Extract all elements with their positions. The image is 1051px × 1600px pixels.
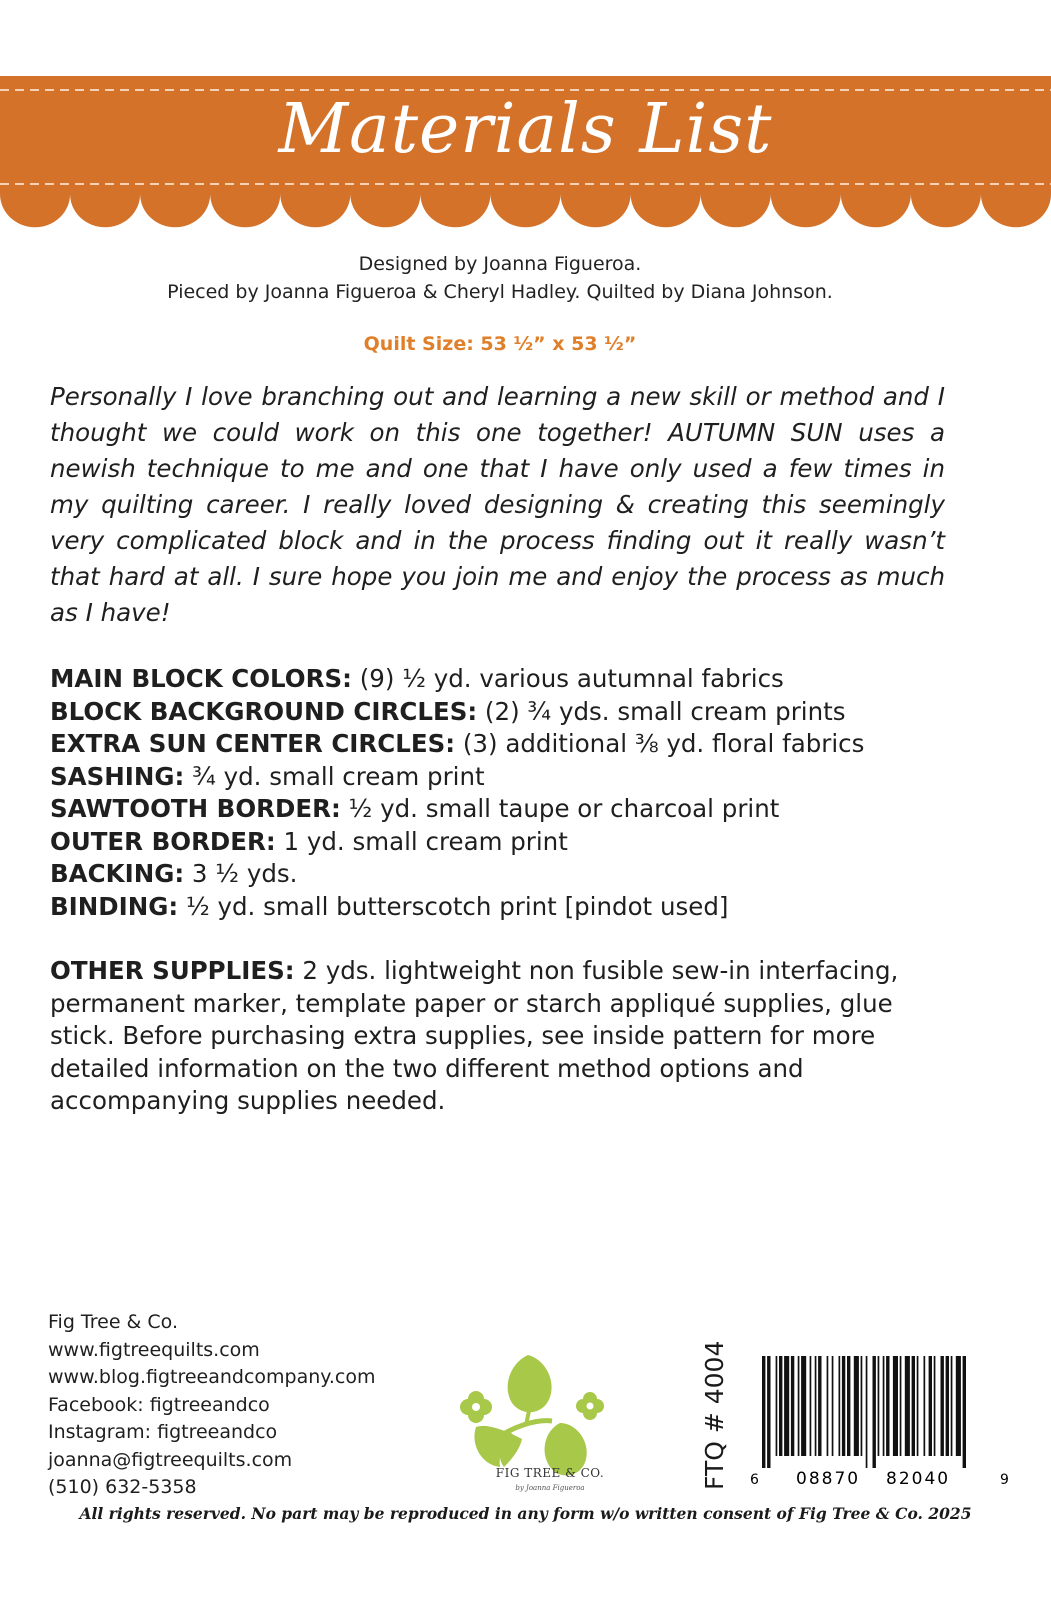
barcode-group-1: 08870: [796, 1469, 861, 1488]
barcode-bar: [886, 1356, 889, 1456]
barcode-bar: [917, 1356, 919, 1456]
material-value: ½ yd. small butterscotch print [pindot used]: [178, 891, 729, 921]
material-value: ½ yd. small taupe or charcoal print: [340, 794, 780, 823]
barcode-bar: [810, 1356, 812, 1456]
barcode-bar: [827, 1356, 829, 1456]
intro-paragraph: Personally I love branching out and learning a new skill or method and I thought we could work on this one together! AUTUMN SUN uses a newish technique to me and one that I have only used a few times in my quilting career. I really loved designing & creating this seemingly very complicated block and in the process finding out it really wasn’t that hard at all. I sure hope you join me and enjoy the process as much as I have!: [50, 382, 945, 627]
credits: [0, 250, 1000, 306]
barcode-bar: [854, 1356, 859, 1456]
material-row: [50, 826, 970, 859]
material-label: SASHING:: [50, 761, 185, 791]
barcode-right-digit: 9: [1000, 1472, 1009, 1488]
materials-list: [50, 663, 970, 923]
barcode-bar: [839, 1356, 841, 1456]
barcode-bar: [798, 1356, 800, 1456]
barcode-bar: [900, 1356, 902, 1456]
barcode-bar: [767, 1356, 770, 1468]
quilt-size: Quilt Size: 53 ½” x 53 ½”: [363, 333, 637, 355]
barcode-bar: [815, 1356, 817, 1456]
product-code: FTQ # 4004: [700, 1340, 729, 1490]
website-link[interactable]: www.figtreequilts.com: [48, 1338, 260, 1361]
barcode: [748, 1356, 1018, 1488]
barcode-bar: [873, 1356, 876, 1468]
designer-credit: Designed by Joanna Figueroa.: [358, 253, 642, 275]
other-supplies-label: OTHER SUPPLIES:: [50, 956, 295, 985]
material-row: [50, 696, 970, 729]
phone-number: (510) 632-5358: [48, 1476, 197, 1498]
logo-tagline: by Joanna Figueroa: [515, 1484, 585, 1492]
barcode-bar: [776, 1356, 778, 1456]
material-row: [50, 728, 970, 761]
material-row: [50, 761, 970, 794]
material-value: (2) ¾ yds. small cream prints: [477, 696, 846, 726]
barcode-bar: [929, 1356, 932, 1456]
material-label: BACKING:: [50, 859, 185, 888]
barcode-bar: [866, 1356, 868, 1468]
barcode-bar: [893, 1356, 898, 1456]
material-row: [50, 858, 970, 891]
email-link[interactable]: joanna@figtreequilts.com: [48, 1448, 293, 1471]
facebook-handle: Facebook: figtreeandco: [48, 1393, 270, 1416]
barcode-bar: [924, 1356, 926, 1456]
barcode-bar: [912, 1356, 915, 1456]
piecing-credit: Pieced by Joanna Figueroa & Cheryl Hadley. Quilted by Diana Johnson.: [167, 281, 833, 303]
barcode-bar: [818, 1356, 821, 1456]
logo-wordmark: FIG TREE & CO.: [495, 1466, 605, 1480]
material-label: SAWTOOTH BORDER:: [50, 794, 341, 823]
barcode-bar: [934, 1356, 936, 1456]
barcode-bar: [784, 1356, 789, 1456]
barcode-bar: [951, 1356, 953, 1456]
barcode-bar: [791, 1356, 794, 1456]
barcode-bar: [878, 1356, 880, 1456]
barcode-bar: [779, 1356, 782, 1456]
barcode-bar: [762, 1356, 765, 1468]
material-row: [50, 793, 970, 826]
material-value: ¾ yd. small cream print: [184, 761, 485, 791]
barcode-group-2: 82040: [886, 1469, 951, 1488]
material-label: BINDING:: [50, 891, 179, 921]
barcode-bar: [883, 1356, 885, 1456]
blog-link[interactable]: www.blog.figtreeandcompany.com: [48, 1366, 376, 1388]
material-label: BLOCK BACKGROUND CIRCLES:: [50, 696, 478, 726]
other-supplies-text: 2 yds. lightweight non fusible sew-in interfacing, permanent marker, template paper or starch appliqué supplies, glue stick. Before purchasing extra supplies, see inside pattern for more detailed information on the two different method options and accompanying supplies needed.: [50, 956, 899, 1115]
material-label: EXTRA SUN CENTER CIRCLES:: [50, 729, 456, 758]
material-row: [50, 663, 970, 696]
company-name: Fig Tree & Co.: [48, 1311, 179, 1333]
barcode-bar: [801, 1356, 806, 1456]
material-value: 3 ½ yds.: [184, 859, 298, 888]
other-supplies: [50, 955, 950, 1118]
barcode-bar: [861, 1356, 863, 1456]
barcode-bar: [946, 1356, 949, 1456]
material-label: OUTER BORDER:: [50, 826, 276, 856]
barcode-bar: [905, 1356, 910, 1456]
page-title: Materials List: [278, 90, 773, 169]
barcode-bar: [847, 1356, 850, 1456]
instagram-handle: Instagram: figtreeandco: [48, 1421, 278, 1443]
copyright-notice: All rights reserved. No part may be reproduced in any form w/o written consent of Fig Tree & Co. 2025: [79, 1504, 972, 1523]
barcode-bar: [941, 1356, 944, 1456]
material-value: 1 yd. small cream print: [275, 826, 568, 856]
barcode-bar: [956, 1356, 961, 1456]
barcode-bar: [832, 1356, 834, 1456]
barcode-bar: [963, 1356, 966, 1468]
material-value: (9) ½ yd. various autumnal fabrics: [351, 664, 784, 693]
contact-info: [48, 1309, 375, 1502]
material-row: [50, 891, 970, 924]
materials-banner: [0, 76, 1051, 238]
material-label: MAIN BLOCK COLORS:: [50, 664, 352, 693]
barcode-left-digit: 6: [750, 1472, 759, 1488]
material-value: (3) additional ⅜ yd. floral fabrics: [455, 729, 865, 758]
barcode-bar: [842, 1356, 845, 1456]
